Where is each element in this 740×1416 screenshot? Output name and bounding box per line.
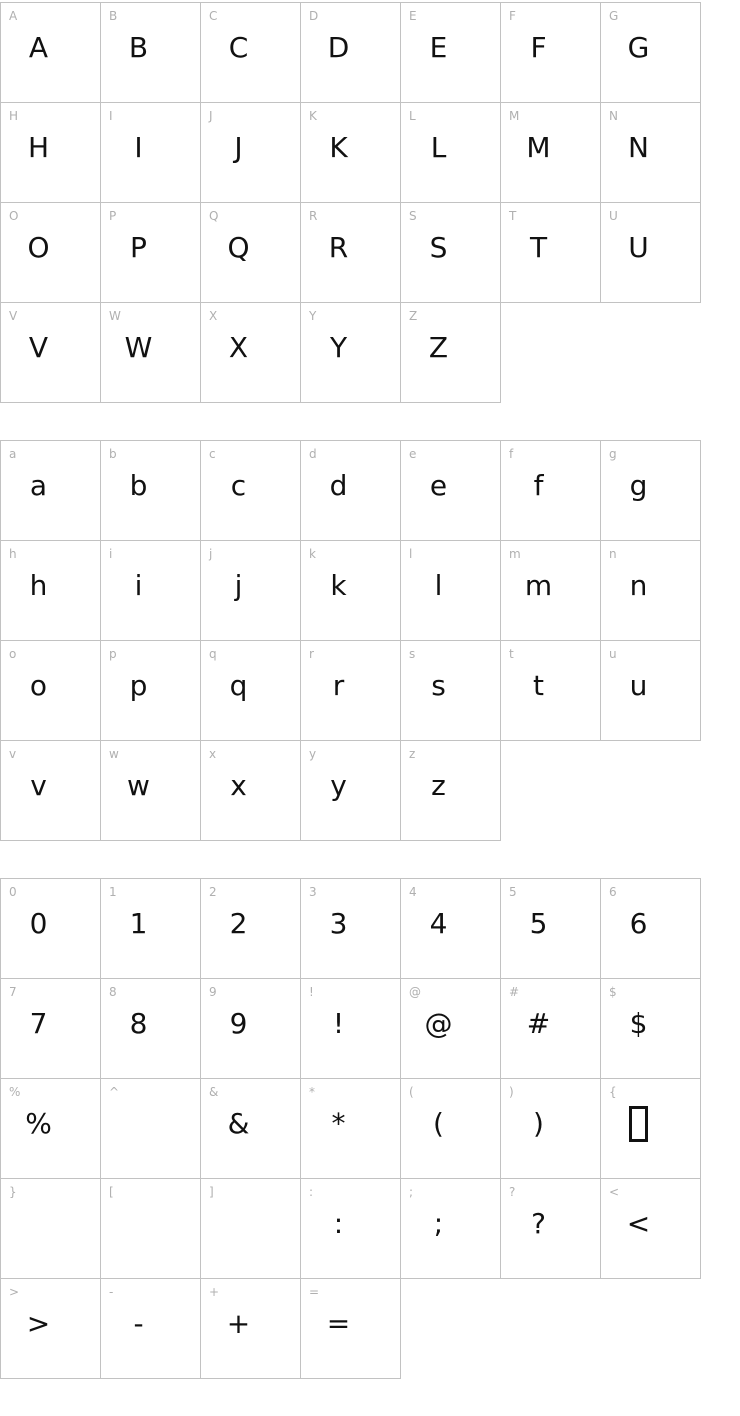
cell-label: U bbox=[609, 209, 618, 223]
glyph-cell bbox=[401, 203, 501, 303]
cell-glyph: k bbox=[330, 568, 347, 602]
cell-label: G bbox=[609, 9, 619, 23]
charmap-row bbox=[1, 103, 701, 203]
glyph-cell bbox=[301, 203, 401, 303]
cell-label: f bbox=[509, 447, 514, 461]
cell-label: q bbox=[209, 647, 217, 661]
cell-label: > bbox=[9, 1285, 20, 1299]
charmap-row bbox=[1, 441, 701, 541]
cell-label: A bbox=[9, 9, 18, 23]
charmap-row bbox=[1, 1279, 701, 1379]
glyph-cell bbox=[601, 641, 701, 741]
glyph-cell bbox=[501, 641, 601, 741]
cell-glyph: V bbox=[28, 330, 49, 364]
cell-glyph: 1 bbox=[129, 906, 148, 940]
glyph-cell bbox=[601, 541, 701, 641]
glyph-cell bbox=[301, 303, 401, 403]
cell-label: b bbox=[109, 447, 117, 461]
glyph-cell bbox=[201, 641, 301, 741]
cell-glyph: r bbox=[332, 668, 345, 702]
glyph-cell bbox=[301, 3, 401, 103]
cell-glyph: 3 bbox=[329, 906, 348, 940]
glyph-cell bbox=[1, 1179, 101, 1279]
cell-label: ^ bbox=[109, 1085, 120, 1099]
cell-label: n bbox=[609, 547, 617, 561]
glyph-cell bbox=[401, 541, 501, 641]
charmap-row bbox=[1, 641, 701, 741]
charmap-row bbox=[1, 203, 701, 303]
cell-glyph: ; bbox=[433, 1206, 444, 1240]
cell-glyph: s bbox=[431, 668, 446, 702]
cell-label: j bbox=[209, 547, 213, 561]
cell-label: d bbox=[309, 447, 317, 461]
glyph-cell bbox=[101, 879, 201, 979]
cell-label: ( bbox=[409, 1085, 414, 1099]
glyph-cell bbox=[301, 879, 401, 979]
glyph-cell bbox=[101, 203, 201, 303]
cell-glyph: F bbox=[530, 30, 547, 64]
glyph-cell bbox=[601, 103, 701, 203]
cell-glyph: * bbox=[331, 1106, 346, 1140]
cell-glyph: : bbox=[333, 1206, 344, 1240]
glyph-cell bbox=[601, 3, 701, 103]
cell-label: % bbox=[9, 1085, 21, 1099]
glyph-cell bbox=[201, 1079, 301, 1179]
glyph-cell bbox=[201, 3, 301, 103]
cell-glyph: L bbox=[430, 130, 447, 164]
glyph-cell bbox=[201, 103, 301, 203]
cell-label: X bbox=[209, 309, 218, 323]
cell-label: p bbox=[109, 647, 117, 661]
cell-label: k bbox=[309, 547, 316, 561]
cell-glyph: W bbox=[124, 330, 153, 364]
cell-label: B bbox=[109, 9, 118, 23]
cell-label: 9 bbox=[209, 985, 217, 999]
cell-glyph: & bbox=[227, 1106, 250, 1140]
cell-label: w bbox=[109, 747, 119, 761]
cell-label: I bbox=[109, 109, 113, 123]
cell-glyph bbox=[1, 1179, 100, 1278]
cell-label: ] bbox=[209, 1185, 214, 1199]
glyph-cell bbox=[201, 979, 301, 1079]
cell-glyph: E bbox=[429, 30, 448, 64]
cell-glyph bbox=[201, 1179, 300, 1278]
cell-glyph: G bbox=[627, 30, 650, 64]
charmap-row bbox=[1, 1079, 701, 1179]
glyph-cell bbox=[101, 1279, 201, 1379]
glyph-cell bbox=[201, 203, 301, 303]
cell-glyph: x bbox=[230, 768, 247, 802]
glyph-cell bbox=[1, 741, 101, 841]
cell-glyph: ) bbox=[533, 1106, 544, 1140]
glyph-cell bbox=[301, 641, 401, 741]
cell-glyph: w bbox=[127, 768, 150, 802]
cell-glyph: X bbox=[228, 330, 249, 364]
cell-label: * bbox=[309, 1085, 315, 1099]
glyph-cell bbox=[1, 203, 101, 303]
cell-glyph: + bbox=[226, 1306, 251, 1340]
cell-glyph: @ bbox=[424, 1006, 453, 1040]
glyph-cell bbox=[401, 1179, 501, 1279]
cell-glyph: Q bbox=[227, 230, 250, 264]
cell-glyph: % bbox=[25, 1106, 52, 1140]
cell-label: r bbox=[309, 647, 314, 661]
cell-glyph: A bbox=[28, 30, 49, 64]
cell-label: & bbox=[209, 1085, 219, 1099]
cell-glyph: z bbox=[431, 768, 446, 802]
glyph-cell bbox=[201, 541, 301, 641]
cell-label: D bbox=[309, 9, 319, 23]
cell-label: 3 bbox=[309, 885, 317, 899]
glyph-cell bbox=[501, 441, 601, 541]
cell-glyph: 5 bbox=[529, 906, 548, 940]
cell-label: 5 bbox=[509, 885, 517, 899]
cell-glyph: B bbox=[128, 30, 149, 64]
glyph-cell bbox=[301, 103, 401, 203]
cell-glyph: 0 bbox=[29, 906, 48, 940]
cell-label: F bbox=[509, 9, 516, 23]
glyph-cell bbox=[1, 103, 101, 203]
cell-label: Y bbox=[309, 309, 317, 323]
cell-glyph: p bbox=[129, 668, 148, 702]
cell-glyph: T bbox=[529, 230, 548, 264]
cell-glyph: a bbox=[29, 468, 48, 502]
cell-glyph: i bbox=[134, 568, 143, 602]
cell-glyph: H bbox=[27, 130, 50, 164]
glyph-cell bbox=[501, 541, 601, 641]
glyph-cell bbox=[601, 1179, 701, 1279]
glyph-cell bbox=[101, 541, 201, 641]
cell-glyph: P bbox=[130, 230, 147, 264]
glyph-cell bbox=[501, 3, 601, 103]
glyph-cell bbox=[101, 1079, 201, 1179]
charmap-table-uppercase bbox=[0, 2, 701, 403]
glyph-cell bbox=[501, 979, 601, 1079]
cell-glyph: = bbox=[326, 1306, 351, 1340]
glyph-cell bbox=[301, 441, 401, 541]
charmap-row bbox=[1, 741, 701, 841]
cell-glyph: C bbox=[228, 30, 249, 64]
cell-label: a bbox=[9, 447, 17, 461]
cell-label: - bbox=[109, 1285, 114, 1299]
cell-glyph: n bbox=[629, 568, 648, 602]
glyph-cell bbox=[401, 441, 501, 541]
cell-glyph: < bbox=[626, 1206, 651, 1240]
cell-label: N bbox=[609, 109, 618, 123]
charmap-table-digits-symbols bbox=[0, 878, 701, 1379]
cell-label: t bbox=[509, 647, 514, 661]
glyph-cell bbox=[301, 541, 401, 641]
glyph-cell bbox=[501, 1179, 601, 1279]
glyph-cell bbox=[101, 103, 201, 203]
glyph-cell bbox=[601, 441, 701, 541]
cell-glyph: Y bbox=[329, 330, 348, 364]
glyph-cell bbox=[401, 1079, 501, 1179]
cell-glyph: - bbox=[133, 1306, 144, 1340]
glyph-cell bbox=[201, 441, 301, 541]
cell-label: } bbox=[9, 1185, 17, 1199]
glyph-cell bbox=[401, 741, 501, 841]
cell-glyph: U bbox=[628, 230, 649, 264]
cell-label: v bbox=[9, 747, 17, 761]
glyph-cell bbox=[1, 979, 101, 1079]
cell-label: O bbox=[9, 209, 19, 223]
cell-glyph: ! bbox=[332, 1006, 345, 1040]
glyph-cell bbox=[1, 541, 101, 641]
glyph-cell bbox=[501, 203, 601, 303]
cell-label: ; bbox=[409, 1185, 414, 1199]
cell-glyph: g bbox=[629, 468, 648, 502]
cell-label: 2 bbox=[209, 885, 217, 899]
missing-glyph-box bbox=[629, 1106, 648, 1142]
cell-glyph: M bbox=[526, 130, 551, 164]
glyph-cell bbox=[1, 1279, 101, 1379]
glyph-cell bbox=[101, 441, 201, 541]
cell-glyph: K bbox=[329, 130, 348, 164]
glyph-cell bbox=[301, 979, 401, 1079]
cell-label: c bbox=[209, 447, 216, 461]
glyph-cell bbox=[501, 879, 601, 979]
cell-label: H bbox=[9, 109, 19, 123]
cell-label: 0 bbox=[9, 885, 17, 899]
glyph-cell bbox=[1, 3, 101, 103]
charmap-table-lowercase bbox=[0, 440, 701, 841]
cell-label: $ bbox=[609, 985, 617, 999]
cell-glyph: y bbox=[330, 768, 347, 802]
cell-label: y bbox=[309, 747, 317, 761]
cell-label: L bbox=[409, 109, 416, 123]
cell-label: 1 bbox=[109, 885, 117, 899]
cell-label: # bbox=[509, 985, 520, 999]
glyph-cell bbox=[401, 103, 501, 203]
cell-glyph: e bbox=[429, 468, 448, 502]
cell-glyph: d bbox=[329, 468, 348, 502]
charmap-row bbox=[1, 979, 701, 1079]
cell-glyph: I bbox=[134, 130, 143, 164]
cell-label: V bbox=[9, 309, 18, 323]
glyph-cell bbox=[101, 741, 201, 841]
glyph-cell bbox=[101, 1179, 201, 1279]
cell-label: W bbox=[109, 309, 121, 323]
cell-label: M bbox=[509, 109, 520, 123]
cell-glyph: h bbox=[29, 568, 48, 602]
cell-label: 7 bbox=[9, 985, 17, 999]
cell-glyph: # bbox=[526, 1006, 551, 1040]
charmap-row bbox=[1, 541, 701, 641]
cell-label: s bbox=[409, 647, 416, 661]
cell-label: J bbox=[209, 109, 213, 123]
cell-glyph: Z bbox=[428, 330, 449, 364]
cell-glyph bbox=[101, 1179, 200, 1278]
cell-label: ) bbox=[509, 1085, 514, 1099]
glyph-cell bbox=[501, 1079, 601, 1179]
cell-glyph: l bbox=[434, 568, 443, 602]
cell-glyph: f bbox=[533, 468, 544, 502]
cell-glyph bbox=[601, 1079, 700, 1178]
cell-glyph: O bbox=[27, 230, 50, 264]
cell-glyph: 8 bbox=[129, 1006, 148, 1040]
glyph-cell bbox=[1, 303, 101, 403]
cell-label: l bbox=[409, 547, 413, 561]
glyph-cell bbox=[101, 3, 201, 103]
glyph-cell bbox=[601, 203, 701, 303]
cell-glyph: c bbox=[230, 468, 247, 502]
glyph-cell bbox=[601, 979, 701, 1079]
cell-glyph: J bbox=[234, 130, 243, 164]
cell-glyph: j bbox=[234, 568, 243, 602]
glyph-cell bbox=[201, 303, 301, 403]
cell-label: K bbox=[309, 109, 317, 123]
cell-label: P bbox=[109, 209, 117, 223]
glyph-cell bbox=[101, 303, 201, 403]
glyph-cell bbox=[301, 1279, 401, 1379]
cell-glyph: > bbox=[26, 1306, 51, 1340]
cell-glyph: o bbox=[29, 668, 48, 702]
cell-glyph: 2 bbox=[229, 906, 248, 940]
glyph-cell bbox=[601, 1079, 701, 1179]
cell-label: < bbox=[609, 1185, 620, 1199]
glyph-cell bbox=[201, 1279, 301, 1379]
glyph-cell bbox=[501, 103, 601, 203]
cell-label: R bbox=[309, 209, 318, 223]
cell-glyph: m bbox=[524, 568, 553, 602]
cell-label: E bbox=[409, 9, 417, 23]
cell-label: Z bbox=[409, 309, 418, 323]
cell-glyph: 9 bbox=[229, 1006, 248, 1040]
glyph-cell bbox=[101, 641, 201, 741]
cell-glyph: ( bbox=[433, 1106, 444, 1140]
cell-label: S bbox=[409, 209, 417, 223]
cell-label: z bbox=[409, 747, 416, 761]
cell-label: C bbox=[209, 9, 218, 23]
charmap-row bbox=[1, 879, 701, 979]
cell-label: h bbox=[9, 547, 17, 561]
cell-glyph: 7 bbox=[29, 1006, 48, 1040]
cell-glyph: t bbox=[533, 668, 544, 702]
cell-glyph: D bbox=[327, 30, 350, 64]
cell-glyph: u bbox=[629, 668, 648, 702]
cell-label: [ bbox=[109, 1185, 114, 1199]
cell-label: o bbox=[9, 647, 17, 661]
cell-label: { bbox=[609, 1085, 617, 1099]
cell-label: : bbox=[309, 1185, 314, 1199]
cell-label: = bbox=[309, 1285, 320, 1299]
cell-label: 8 bbox=[109, 985, 117, 999]
cell-label: u bbox=[609, 647, 617, 661]
glyph-cell bbox=[101, 979, 201, 1079]
cell-label: 4 bbox=[409, 885, 417, 899]
cell-label: Q bbox=[209, 209, 219, 223]
glyph-cell bbox=[201, 879, 301, 979]
cell-label: 6 bbox=[609, 885, 617, 899]
cell-glyph: 6 bbox=[629, 906, 648, 940]
cell-glyph: q bbox=[229, 668, 248, 702]
cell-glyph: S bbox=[429, 230, 448, 264]
charmap-row bbox=[1, 303, 701, 403]
glyph-cell bbox=[1, 879, 101, 979]
cell-label: m bbox=[509, 547, 521, 561]
glyph-cell bbox=[401, 879, 501, 979]
glyph-cell bbox=[1, 441, 101, 541]
glyph-cell bbox=[201, 741, 301, 841]
glyph-cell bbox=[301, 1179, 401, 1279]
cell-label: @ bbox=[409, 985, 421, 999]
cell-glyph: b bbox=[129, 468, 148, 502]
glyph-cell bbox=[401, 979, 501, 1079]
charmap-row bbox=[1, 1179, 701, 1279]
cell-glyph: $ bbox=[629, 1006, 648, 1040]
cell-label: e bbox=[409, 447, 417, 461]
glyph-cell bbox=[201, 1179, 301, 1279]
cell-label: ? bbox=[509, 1185, 516, 1199]
glyph-cell bbox=[601, 879, 701, 979]
glyph-cell bbox=[401, 303, 501, 403]
cell-glyph: R bbox=[328, 230, 349, 264]
glyph-cell bbox=[401, 3, 501, 103]
cell-glyph: 4 bbox=[429, 906, 448, 940]
cell-label: + bbox=[209, 1285, 220, 1299]
glyph-cell bbox=[1, 641, 101, 741]
cell-glyph: v bbox=[30, 768, 47, 802]
glyph-cell bbox=[401, 641, 501, 741]
glyph-cell bbox=[1, 1079, 101, 1179]
cell-glyph bbox=[101, 1079, 200, 1178]
charmap-row bbox=[1, 3, 701, 103]
cell-glyph: ? bbox=[531, 1206, 546, 1240]
glyph-cell bbox=[301, 1079, 401, 1179]
cell-label: ! bbox=[309, 985, 314, 999]
cell-glyph: N bbox=[628, 130, 649, 164]
cell-label: g bbox=[609, 447, 617, 461]
glyph-cell bbox=[301, 741, 401, 841]
cell-label: T bbox=[509, 209, 517, 223]
cell-label: i bbox=[109, 547, 113, 561]
cell-label: x bbox=[209, 747, 217, 761]
